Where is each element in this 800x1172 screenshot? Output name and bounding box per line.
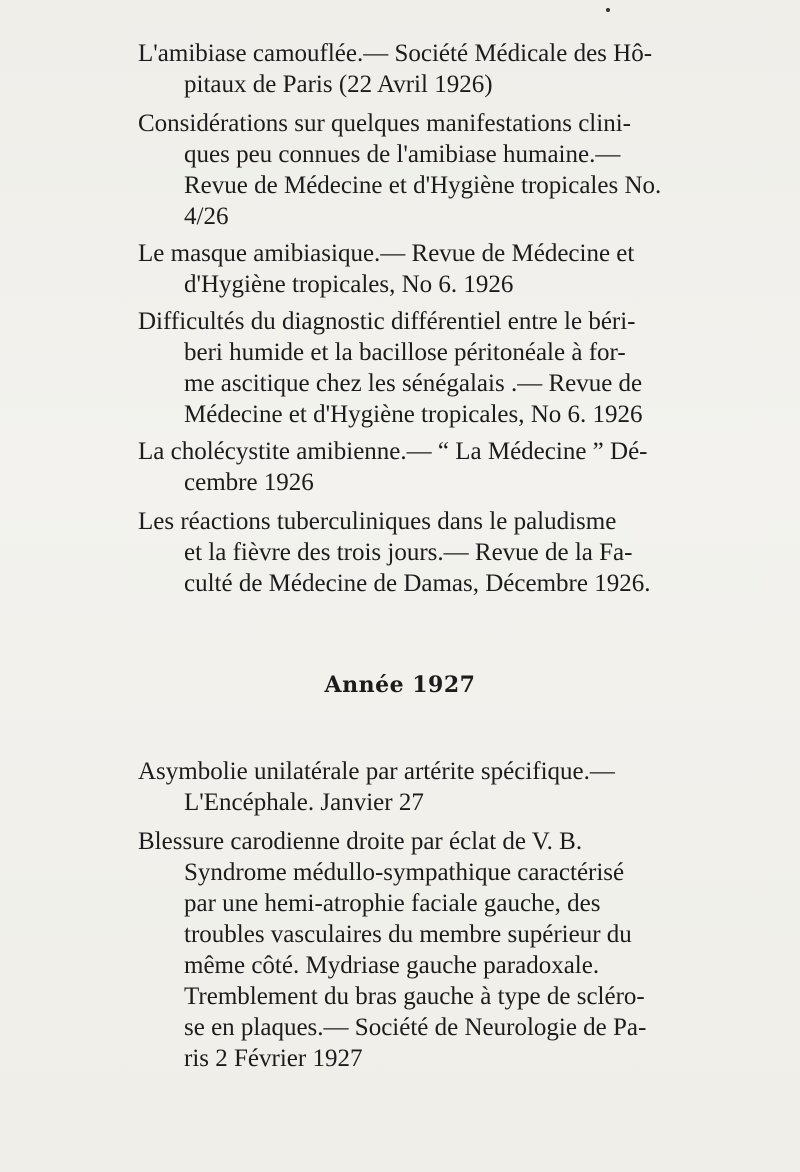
bibliography-entry bbox=[138, 506, 740, 599]
entry-line: L'amibiase camouflée.— Société Médicale des Hô- bbox=[138, 40, 653, 67]
entry-line: Syndrome médullo-sympathique caractérisé bbox=[184, 859, 625, 886]
entry-line: Revue de Médecine et d'Hygiène tropicales No. bbox=[184, 172, 662, 199]
entry-line: me ascitique chez les sénégalais .— Revue de bbox=[184, 370, 643, 397]
bibliography-entry bbox=[138, 826, 740, 1074]
entry-line: Asymbolie unilatérale par artérite spécifique.— bbox=[138, 758, 615, 785]
entry-line: par une hemi-atrophie faciale gauche, des bbox=[184, 890, 601, 917]
entry-line: 4/26 bbox=[184, 203, 229, 230]
entry-line: Blessure carodienne droite par éclat de V. B. bbox=[138, 828, 583, 855]
entry-line: Tremblement du bras gauche à type de scléro- bbox=[184, 983, 645, 1010]
entry-line: ris 2 Février 1927 bbox=[184, 1045, 363, 1072]
entry-line: d'Hygiène tropicales, No 6. 1926 bbox=[184, 271, 514, 298]
bibliography-entry bbox=[138, 436, 740, 498]
entry-line: L'Encéphale. Janvier 27 bbox=[184, 789, 424, 816]
entry-line: même côté. Mydriase gauche paradoxale. bbox=[184, 952, 600, 979]
bibliography-entry bbox=[138, 38, 740, 100]
entry-line: culté de Médecine de Damas, Décembre 1926. bbox=[184, 570, 651, 597]
entry-line: troubles vasculaires du membre supérieur du bbox=[184, 921, 632, 948]
entry-line: Considérations sur quelques manifestations clini- bbox=[138, 110, 631, 137]
bibliography-entry bbox=[138, 238, 740, 300]
bibliography-entry bbox=[138, 108, 740, 232]
entry-line: Difficultés du diagnostic différentiel entre le béri- bbox=[138, 308, 636, 335]
entry-line: Médecine et d'Hygiène tropicales, No 6. 1926 bbox=[184, 401, 643, 428]
entry-line: Le masque amibiasique.— Revue de Médecine et bbox=[138, 240, 635, 267]
entry-line: cembre 1926 bbox=[184, 469, 314, 496]
bibliography-entry bbox=[138, 756, 740, 818]
entry-line: ques peu connues de l'amibiase humaine.— bbox=[184, 141, 621, 168]
entry-line: La cholécystite amibienne.— “ La Médecine ” Dé- bbox=[138, 438, 648, 465]
bibliography-entry bbox=[138, 306, 740, 430]
year-heading: Année 1927 bbox=[324, 672, 476, 698]
page-mark bbox=[606, 8, 610, 12]
entry-line: et la fièvre des trois jours.— Revue de la Fa- bbox=[184, 539, 633, 566]
entry-line: pitaux de Paris (22 Avril 1926) bbox=[184, 71, 493, 98]
entry-line: beri humide et la bacillose péritonéale à for- bbox=[184, 339, 626, 366]
entry-line: Les réactions tuberculiniques dans le paludisme bbox=[138, 508, 617, 535]
entry-line: se en plaques.— Société de Neurologie de Pa- bbox=[184, 1014, 647, 1041]
